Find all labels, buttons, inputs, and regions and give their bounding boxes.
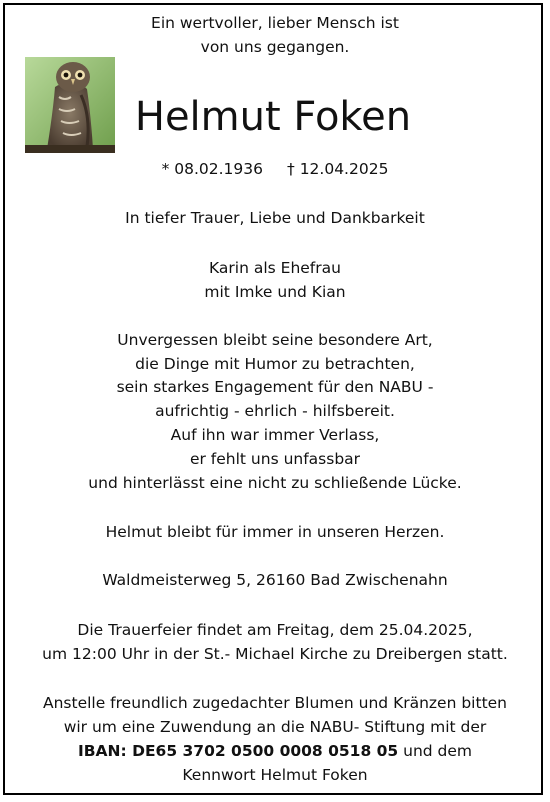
life-dates (0, 159, 550, 179)
donation-line-4: Kennwort Helmut Foken (182, 766, 368, 784)
owl-photo-icon (25, 57, 115, 153)
address-line: Waldmeisterweg 5, 26160 Bad Zwischenahn (102, 571, 448, 589)
tribute-line-4: aufrichtig - ehrlich - hilfsbereit. (155, 402, 395, 420)
family-line-2: mit Imke und Kian (204, 283, 346, 301)
donation-line-3-suffix: und dem (398, 742, 473, 760)
birth-symbol: * (161, 160, 170, 178)
tribute-line-7: und hinterlässt eine nicht zu schließende Lücke. (88, 474, 462, 492)
tribute-line-5: Auf ihn war immer Verlass, (170, 426, 380, 444)
tribute-line-6: er fehlt uns unfassbar (189, 450, 361, 468)
iban: IBAN: DE65 3702 0500 0008 0518 05 (77, 742, 399, 760)
mourning-line: In tiefer Trauer, Liebe und Dankbarkeit (125, 209, 425, 227)
death-date: 12.04.2025 (299, 160, 389, 178)
intro-line-2: von uns gegangen. (200, 38, 350, 56)
donation-line-1: Anstelle freundlich zugedachter Blumen und Kränzen bitten (42, 694, 508, 712)
intro-line-1: Ein wertvoller, lieber Mensch ist (151, 14, 399, 32)
tribute-line-2: die Dinge mit Humor zu betrachten, (135, 355, 415, 373)
birth-date: 08.02.1936 (174, 160, 263, 178)
ceremony-line-1: Die Trauerfeier findet am Freitag, dem 25.04.2025, (77, 621, 473, 639)
death-symbol: † (287, 160, 295, 178)
donation-line-3 (0, 741, 550, 761)
donation-line-2: wir um eine Zuwendung an die NABU- Stiftung mit der (63, 718, 487, 736)
tribute-line-1: Unvergessen bleibt seine besondere Art, (117, 331, 433, 349)
ceremony-line-2: um 12:00 Uhr in der St.- Michael Kirche zu Dreibergen statt. (42, 645, 508, 663)
tribute-line-3: sein starkes Engagement für den NABU - (116, 378, 434, 396)
deceased-name: Helmut Foken (134, 94, 412, 140)
family-line-1: Karin als Ehefrau (209, 259, 341, 277)
closing-line: Helmut bleibt für immer in unseren Herzen. (105, 523, 445, 541)
